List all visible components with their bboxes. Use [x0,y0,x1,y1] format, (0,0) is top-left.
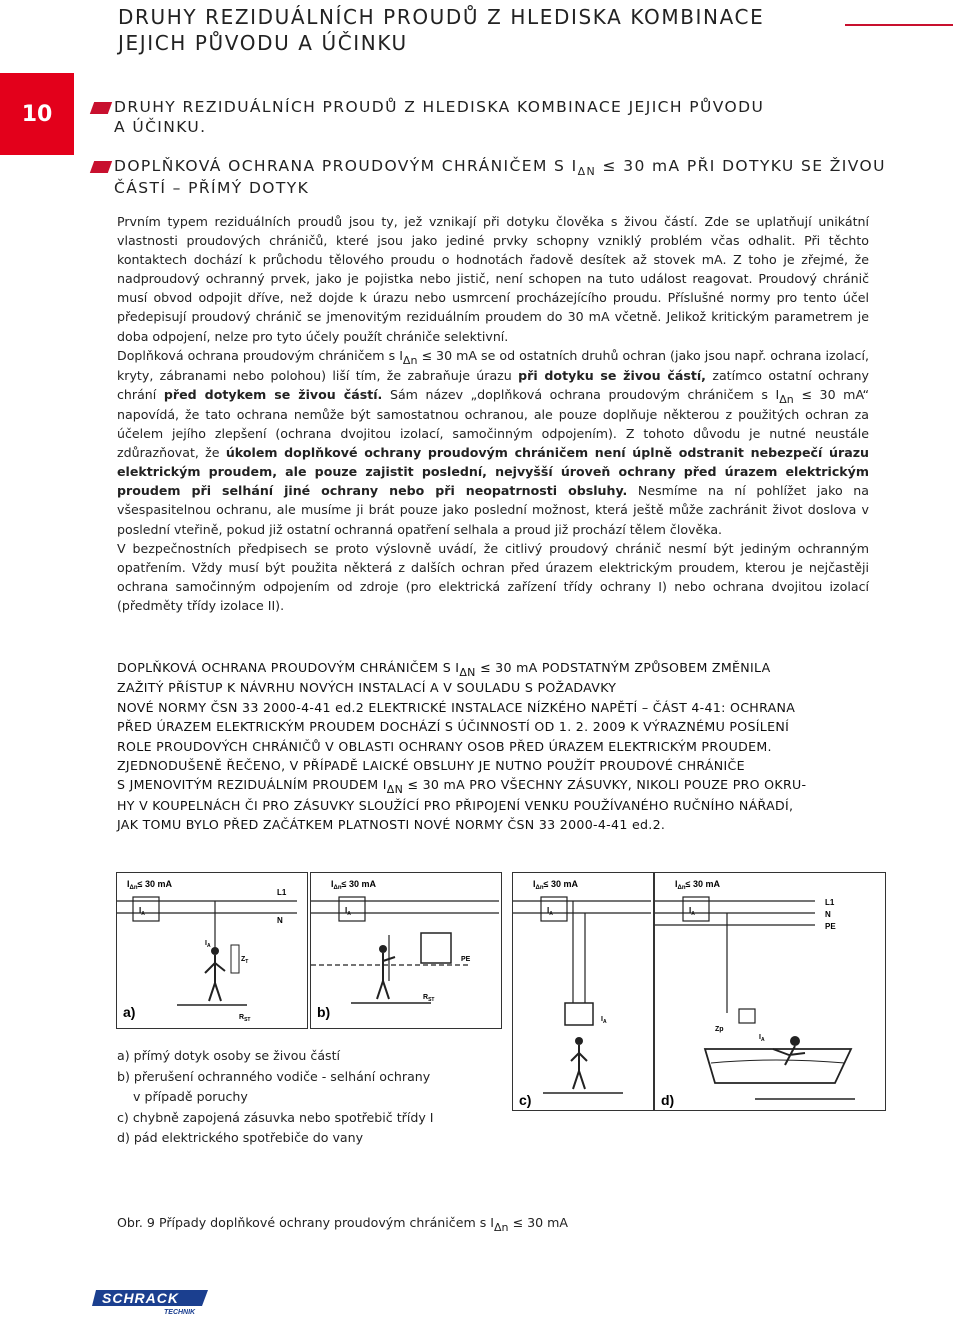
paragraph-3: V bezpečnostních předpisech se proto výslovně uvádí, že citlivý proudový chránič nesmí být jediným ochranným opatřením. Vždy musí být použita některá z dalších ochran před úrazem elektrickým proudem, kterou je nejčastěji ochrana samočinným odpojením od zdroje (pro elektrická zařízení třídy ochrany I) nebo ochrana dvojitou izolací (předměty třídy izolace II). [117,540,869,613]
bathtub-icon [705,1049,851,1083]
delta-n-subscript: ΔN [577,165,597,178]
rating-label: $I_{\Delta n}\le 30$ mA [533,879,578,891]
legend-item-b: b) přerušení ochranného vodiče - selhání ochrany [117,1068,431,1084]
socket-box [565,1003,593,1025]
legend-item-c: c) chybně zapojená zásuvka nebo spotřebič třídy I [117,1109,434,1125]
header-title-line-2: JEJICH PŮVODU A ÚČINKU [118,31,408,55]
water-line [711,1060,845,1063]
figure-caption [117,1215,568,1234]
header-accent-rule [845,24,953,26]
text-run: Nesmíme na ní pohlížet jako na všespasitelnou ochranu, ale musíme ji brát pouze jako poslední možnost, která ještě může zachránit život doslova v poslední vteřině, pokud již ostatní ochranná opatření selhala a proud již prochází tělem člověka. [117,483,869,537]
heading-text: DOPLŇKOVÁ OCHRANA PROUDOVÝM CHRÁNIČEM S I [114,157,578,175]
text-run: ≤ 30 mA PODSTATNÝM ZPŮSOBEM ZMĚNILA [480,660,771,675]
section-heading-2-line-2: ČÁSTÍ – PŘÍMÝ DOTYK [114,179,310,197]
emphasis: při dotyku se živou částí, [518,367,706,383]
body-text [117,212,869,615]
highlight-notice [117,658,877,835]
section-heading-1-line-2: A ÚČINKU. [114,118,207,136]
notice-line: PŘED ÚRAZEM ELEKTRICKÝM PROUDEM DOCHÁZÍ S ÚČINNOSTÍ OD 1. 2. 2009 K VÝRAZNÉMU POSÍLENÍ [117,719,790,735]
l1-label: L1 [277,888,287,897]
notice-line: NOVÉ NORMY ČSN 33 2000-4-41 ed.2 ELEKTRICKÉ INSTALACE NÍZKÉHO NAPĚTÍ – ČÁST 4-41: OCHRANA [117,699,796,715]
ia-label: $I_A$ [759,1034,765,1043]
notice-line [117,658,877,678]
figure-panel-b [310,872,502,1029]
impedance-box [231,945,239,973]
person-head-icon [211,947,219,955]
notice-line: JAK TOMU BYLO PŘED ZAČÁTKEM PLATNOSTI NOVÉ NORMY ČSN 33 2000-4-41 ed.2. [117,817,666,833]
person-head-icon [575,1037,583,1045]
person-head-icon [790,1036,800,1046]
ia-label: $I_A$ [601,1016,607,1025]
page-header-title [118,4,818,56]
rating-label: $I_{\Delta n}\le 30$ mA [331,879,376,891]
notice-line: ZAŽITÝ PŘÍSTUP K NÁVRHU NOVÝCH INSTALACÍ A V SOULADU S POŽADAVKY [117,680,617,696]
text-run: DOPLŇKOVÁ OCHRANA PROUDOVÝM CHRÁNIČEM S I [117,660,460,675]
header-title-line-1: DRUHY REZIDUÁLNÍCH PROUDŮ Z HLEDISKA KOMBINACE [118,5,765,29]
pe-label: PE [825,922,836,931]
logo-subtitle: TECHNIK [164,1309,196,1316]
page-number-tab: 10 [0,73,74,155]
panel-label-b: b) [317,1004,331,1020]
section-bullet-icon [90,102,112,114]
person-icon [377,953,395,999]
zt-label: $Z_T$ [241,956,249,965]
person-head-icon [379,945,387,953]
panel-label-c: c) [519,1092,532,1108]
panel-label-a: a) [123,1004,136,1020]
appliance-icon [739,1009,755,1023]
text-run: Sám název „doplňková ochrana proudovým chráničem s I [389,386,780,402]
text-run: Doplňková ochrana proudovým chráničem s I [117,347,403,363]
section-heading-1-line-1: DRUHY REZIDUÁLNÍCH PROUDŮ Z HLEDISKA KOMBINACE JEJICH PŮVODU [114,98,765,116]
rst-label: $R_{ST}$ [239,1014,251,1023]
text-run: ≤ 30 mA PRO VŠECHNY ZÁSUVKY, NIKOLI POUZE PRO OKRU- [407,777,807,793]
rst-label: $R_{ST}$ [423,994,435,1003]
schrack-logo-mark [92,1286,212,1316]
section-heading-1 [114,97,894,137]
legend-item-d: d) pád elektrického spotřebiče do vany [117,1130,364,1145]
figure-panel-c [512,872,654,1111]
notice-line: HY V KOUPELNÁCH ČI PRO ZÁSUVKY SLOUŽÍCÍ PRO PŘIPOJENÍ VENKU POUŽÍVANÉHO RUČNÍHO NÁŘADÍ, [117,797,794,813]
ia-label: $I_A$ [139,906,145,917]
n-label: N [277,916,283,925]
ia-label: $I_A$ [689,906,695,917]
caption-text: ≤ 30 mA [512,1215,568,1230]
rating-label: $I_{\Delta n}\le 30$ mA [127,879,172,891]
section-bullet-icon [90,161,112,173]
paragraph-2 [117,346,869,539]
n-label: N [825,910,831,919]
notice-line: ROLE PROUDOVÝCH CHRÁNIČŮ V OBLASTI OCHRANY OSOB PŘED ÚRAZEM ELEKTRICKÝM PROUDEM. [117,738,772,754]
person-icon [571,1045,587,1089]
caption-text: Obr. 9 Případy doplňkové ochrany proudovým chráničem s I [117,1215,494,1230]
pe-label: PE [461,956,471,963]
legend-item-b-cont: v případě poruchy [133,1089,248,1104]
legend-item-a: a) přímý dotyk osoby se živou částí [117,1048,341,1063]
zp-label: Zp [715,1026,724,1033]
ia-label: $I_A$ [345,906,351,917]
logo-wordmark: SCHRACK [102,1290,179,1306]
emphasis: úkolem doplňkové ochrany proudovým chráničem není úplně odstranit nebezpečí úrazu elektrickým proudem, ale pouze zajistit poslední, nejvyšší úroveň ochrany před úrazem elektrickým proudem při selhání jiné ochrany nebo při neopatrnosti obsluhy. [117,445,869,499]
rating-label: $I_{\Delta n}\le 30$ mA [675,879,720,891]
section-heading-2 [114,156,894,198]
figure-legend [117,1046,477,1149]
delta-n-subscript: ΔN [459,666,476,679]
person-icon [205,955,225,1001]
paragraph-1: Prvním typem reziduálních proudů jsou ty, jež vznikají při dotyku člověka s živou částí. Zde se uplatňují unikátní vlastnosti proudových chráničů, které jsou jako jediné prvky schopny vzniklý problém včas odhalit. Při těchto kontaktech dochází k průchodu tělového proudu o hodnotách řadově desítek až stovek mA. Z toho je zřejmé, že nadproudový ochranný prvek, jako je pojistka nebo jistič, není schopen na tuto událost reagovat. Proudový chránič musí obvod odpojit dříve, než dojde k úrazu nebo usmrcení procházejícího proudu. Příslušné normy pro tento účel předepisují proudový chránič se jmenovitým reziduálním proudem do 30 mA včetně. Jelikož kritickým parametrem je doba odpojení, nelze pro tyto účely použít chrániče selektivní. [117,214,869,344]
l1-label: L1 [825,898,835,907]
panel-label-d: d) [661,1092,675,1108]
delta-n-subscript: ΔN [386,783,404,797]
text-run: S JMENOVITÝM REZIDUÁLNÍM PROUDEM I [117,777,387,793]
delta-n-subscript: Δn [402,353,418,367]
appliance-box [421,933,451,963]
heading-text: ≤ 30 mA PŘI DOTYKU SE ŽIVOU [602,157,886,175]
schrack-logo [92,1286,212,1320]
figure-panel-a [116,872,308,1029]
text-run: zatímco ostatní ochrany chrání [117,367,869,402]
delta-n-subscript: Δn [494,1221,509,1234]
notice-line [117,775,877,795]
notice-line: ZJEDNODUŠENĚ ŘEČENO, V PŘÍPADĚ LAICKÉ OBSLUHY JE NUTNO POUŽÍT PROUDOVÉ CHRÁNIČE [117,758,745,774]
section-heading-2-line-1 [114,156,894,178]
body-current-label: $I_A$ [205,940,211,949]
delta-n-subscript: Δn [779,392,794,406]
text-run: ≤ 30 mA“ napovídá, že tato ochrana nemůže být samostatnou ochranou, ale pouze doplňuje některou z použitých ochran za účelem jejího zlepšení (ochrana dvojitou izolací, samočinným odpojením). Z tohoto důvodu je nutné neustále zdůrazňovat, že [117,386,869,461]
emphasis: před dotykem se živou částí. [163,386,383,402]
figure-panel-d [654,872,886,1111]
text-run: ≤ 30 mA se od ostatních druhů ochran (jako jsou např. ochrana izolací, kryty, zábranami nebo polohou) liší tím, že zabraňuje úrazu [117,347,869,383]
ia-label: $I_A$ [547,906,553,917]
